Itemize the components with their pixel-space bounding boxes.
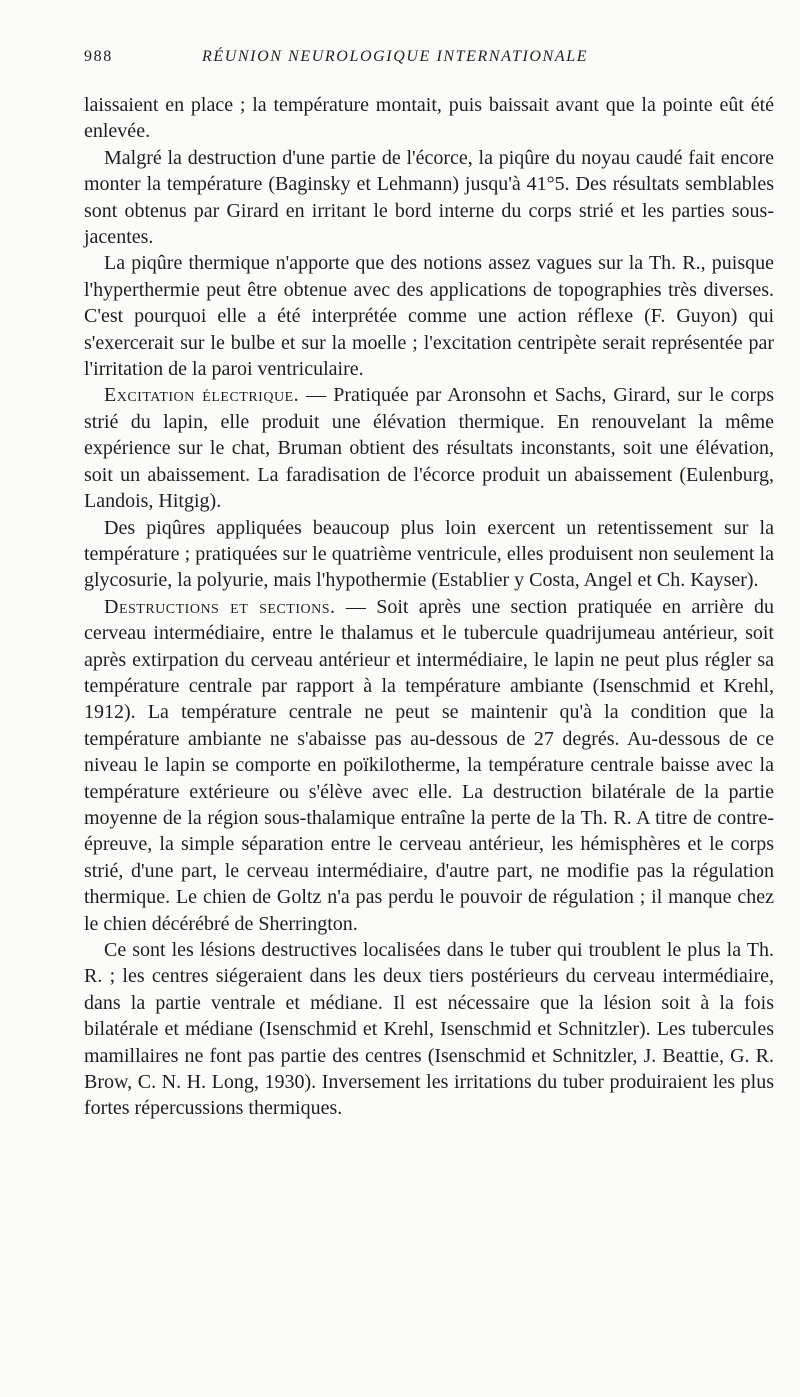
paragraph: La piqûre thermique n'apporte que des notions assez vagues sur la Th. R., puisque l'hyperthermie peut être obtenue avec des applications de topographies très diverses. C'est pourquoi elle a été interprétée comme une action réflexe (F. Guyon) qui s'exercerait sur le bulbe et sur la moelle ; l'excitation centripète serait représentée par l'irritation de la paroi ventriculaire. bbox=[84, 252, 774, 381]
section-heading: Excitation électrique. bbox=[104, 384, 300, 407]
body-text bbox=[84, 92, 774, 1122]
section-excitation-electrique bbox=[84, 382, 774, 514]
section-heading: Destructions et sections. bbox=[104, 595, 336, 618]
paragraph: Ce sont les lésions destructives localisées dans le tuber qui troublent le plus la Th. R. ; les centres siégeraient dans les deux tiers postérieurs du cerveau intermédiaire, dans la partie ventrale et médiane. Il est nécessaire que la lésion soit à la fois bilatérale et médiane (Isenschmid et Krehl, Isenschmid et Schnitzler). Les tubercules mamillaires ne font pas partie des centres (Isenschmid et Schnitzler, J. Beattie, G. R. Brow, C. N. H. Long, 1930). Inversement les irritations du tuber produiraient les plus fortes répercussions thermiques. bbox=[84, 939, 774, 1120]
page-number: 988 bbox=[84, 48, 113, 65]
section-text: — Pratiquée par Aronsohn et Sachs, Girard, sur le corps strié du lapin, elle produit une élévation thermique. En renouvelant la même expérience sur le chat, Bruman obtient des résultats inconstants, soit une élévation, soit un abaissement. La faradisation de l'écorce produit un abaissement (Eulenburg, Landois, Hitgig). bbox=[84, 384, 774, 513]
section-destructions-sections bbox=[84, 594, 774, 937]
page-header bbox=[84, 48, 774, 76]
document-page bbox=[84, 48, 774, 1122]
paragraph: Des piqûres appliquées beaucoup plus loin exercent un retentissement sur la température ; pratiquées sur le quatrième ventricule, elles produisent non seulement la glycosurie, la polyurie, mais l'hypothermie (Establier y Costa, Angel et Ch. Kayser). bbox=[84, 516, 774, 592]
running-title: RÉUNION NEUROLOGIQUE INTERNATIONALE bbox=[202, 48, 589, 65]
paragraph: Malgré la destruction d'une partie de l'écorce, la piqûre du noyau caudé fait encore monter la température (Baginsky et Lehmann) jusqu'à 41°5. Des résultats semblables sont obtenus par Girard en irritant le bord interne du corps strié et les parties sous-jacentes. bbox=[84, 146, 774, 249]
paragraph: laissaient en place ; la température montait, puis baissait avant que la pointe eût été enlevée. bbox=[84, 94, 774, 143]
section-text: — Soit après une section pratiquée en arrière du cerveau intermédiaire, entre le thalamus et le tubercule quadrijumeau antérieur, soit après extirpation du cerveau antérieur et intermédiaire, le lapin ne peut plus régler sa température centrale par rapport à la température ambiante (Isenschmid et Krehl, 1912). La température centrale ne peut se maintenir qu'à la condition que la température ambiante ne s'abaisse pas au-dessous de 27 degrés. Au-dessous de ce niveau le lapin se comporte en poïkilotherme, la température centrale baisse avec la température extérieure ou s'élève avec elle. La destruction bilatérale de la partie moyenne de la région sous-thalamique entraîne la perte de la Th. R. A titre de contre-épreuve, la simple séparation entre le cerveau antérieur, les hémisphères et le corps strié, d'une part, le cerveau intermédiaire, d'autre part, ne modifie pas la régulation thermique. Le chien de Goltz n'a pas perdu le pouvoir de régulation ; il manque chez le chien décérébré de Sherrington. bbox=[84, 595, 774, 935]
